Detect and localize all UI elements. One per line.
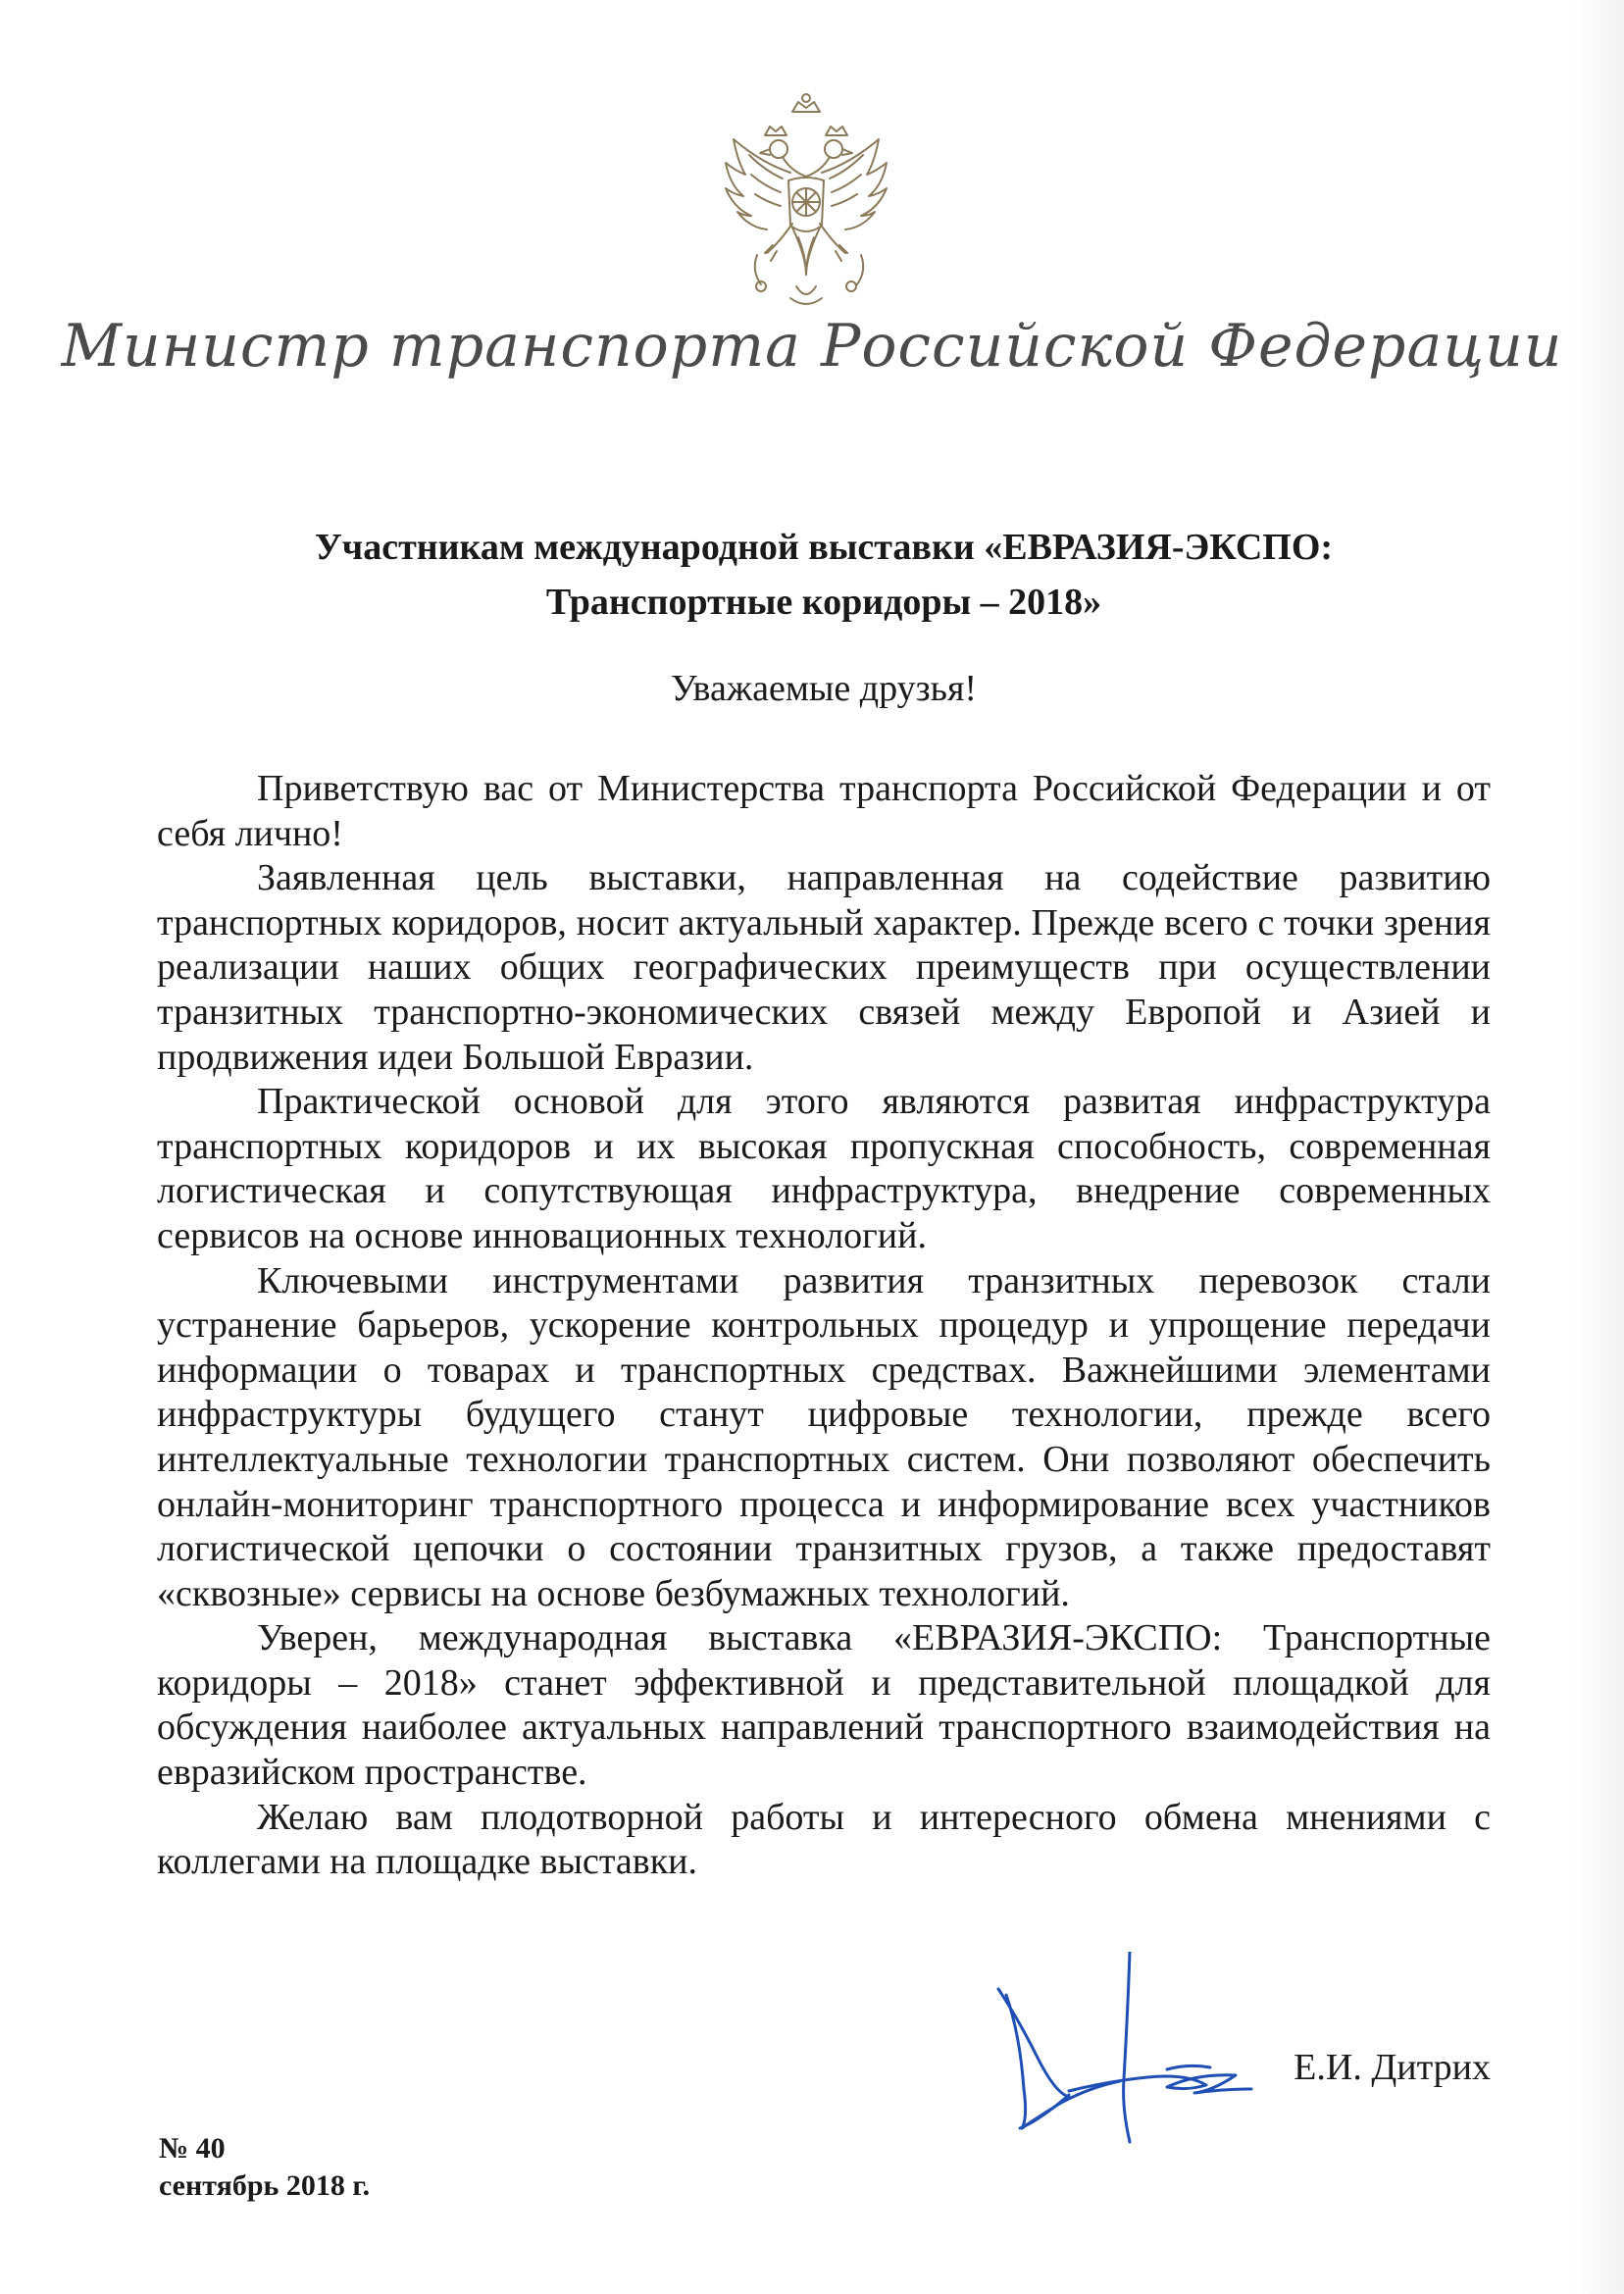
body-paragraph: Заявленная цель выставки, направленная на содействие развитию транспортных коридоров, носит актуальный характер. Прежде всего с точки зрения реализации наших общих географических преимуществ при осуществлении транзитных транспортно-экономических связей между Европой и Азией и продвижения идеи Большой Евразии. (157, 857, 1491, 1078)
body-paragraph: Желаю вам плодотворной работы и интересного обмена мнениями с коллегами на площадке выставки. (157, 1796, 1491, 1883)
body-paragraph: Ключевыми инструментами развития транзитных перевозок стали устранение барьеров, ускорение контрольных процедур и упрощение передачи информации о товарах и транспортных средствах. Важнейшими элементами инфраструктуры будущего станут цифровые технологии, прежде всего интеллектуальные технологии транспортных систем. Они позволяют обеспечить онлайн-мониторинг транспортного процесса и информирование всех участников логистической цепочки о состоянии транзитных грузов, а также предоставят «сквозные» сервисы на основе безбумажных технологий. (157, 1259, 1491, 1614)
signer-name: Е.И. Дитрих (1294, 2047, 1491, 2088)
letter-body (157, 767, 1491, 1885)
double-headed-eagle-emblem-icon (714, 90, 898, 314)
body-paragraph: Уверен, международная выставка «ЕВРАЗИЯ-ЭКСПО: Транспортные коридоры – 2018» станет эффективной и представительной площадкой для обсуждения наиболее актуальных направлений транспортного взаимодействия на евразийском пространстве. (157, 1617, 1491, 1794)
handwritten-signature-icon (981, 1952, 1314, 2148)
letter-title-line-1: Участникам международной выставки «ЕВРАЗИЯ-ЭКСПО: (314, 527, 1334, 568)
document-date: сентябрь 2018 г. (159, 2169, 371, 2202)
document-number: № 40 (159, 2132, 226, 2165)
ministry-letterhead: Министр транспорта Российской Федерации (61, 312, 1563, 381)
salutation: Уважаемые друзья! (670, 668, 978, 709)
letter-title-line-2: Транспортные коридоры – 2018» (545, 582, 1102, 623)
body-paragraph: Приветствую вас от Министерства транспорта Российской Федерации и от себя лично! (157, 768, 1491, 854)
body-paragraph: Практической основой для этого являются развитая инфраструктура транспортных коридоров и их высокая пропускная способность, современная логистическая и сопутствующая инфраструктура, внедрение современных сервисов на основе инновационных технологий. (157, 1081, 1491, 1256)
letter-title (157, 520, 1491, 630)
